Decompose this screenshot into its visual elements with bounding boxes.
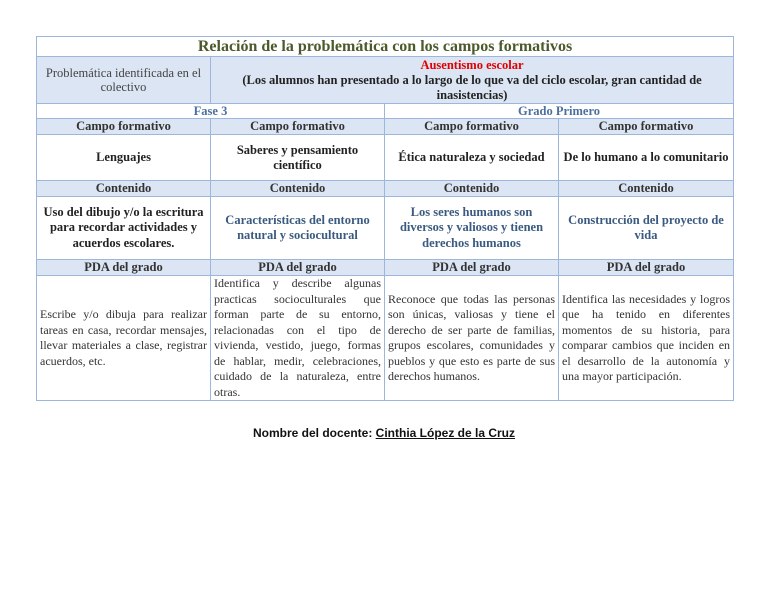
table-title: Relación de la problemática con los campos formativos: [37, 37, 734, 57]
contenido-header: Contenido: [211, 181, 385, 197]
campo-header: Campo formativo: [559, 119, 734, 135]
contenido-humano: Construcción del proyecto de vida: [559, 197, 734, 260]
campo-lenguajes: Lenguajes: [37, 135, 211, 181]
pda-header: PDA del grado: [37, 260, 211, 276]
campo-header: Campo formativo: [385, 119, 559, 135]
campo-header: Campo formativo: [211, 119, 385, 135]
contenido-etica: Los seres humanos son diversos y valiosos y tienen derechos humanos: [385, 197, 559, 260]
pda-lenguajes: Escribe y/o dibuja para realizar tareas en casa, recordar mensajes, llevar materiales a clase, registrar acuerdos, etc.: [37, 276, 211, 401]
contenido-saberes: Características del entorno natural y sociocultural: [211, 197, 385, 260]
contenido-header: Contenido: [559, 181, 734, 197]
campo-humano: De lo humano a lo comunitario: [559, 135, 734, 181]
pda-etica: Reconoce que todas las personas son únicas, valiosas y tiene el derecho de ser parte de familias, grupos escolares, comunidades y pueblos y que esto es parte de sus derechos humanos.: [385, 276, 559, 401]
campo-saberes: Saberes y pensamiento científico: [211, 135, 385, 181]
problem-label: Problemática identificada en el colectivo: [37, 57, 211, 104]
campo-header: Campo formativo: [37, 119, 211, 135]
fase-label: Fase 3: [37, 104, 385, 119]
docente-line: [0, 426, 768, 440]
pda-saberes: Identifica y describe algunas practicas socioculturales que forman parte de su entorno, relacionadas con el tipo de vivienda, vestido, juego, formas de hablar, medir, celebraciones, cuidado de la naturaleza, entre otras.: [211, 276, 385, 401]
problem-name: Ausentismo escolar: [420, 57, 524, 72]
contenido-lenguajes: Uso del dibujo y/o la escritura para recordar actividades y acuerdos escolares.: [37, 197, 211, 260]
docente-name: Cinthia López de la Cruz: [375, 426, 516, 440]
pda-header: PDA del grado: [211, 260, 385, 276]
contenido-header: Contenido: [37, 181, 211, 197]
pda-humano: Identifica las necesidades y logros que ha tenido en diferentes momentos de su historia, para comparar cambios que inciden en el desarrollo de la autonomía y una mayor participación.: [559, 276, 734, 401]
problem-cell: [211, 57, 734, 104]
grado-label: Grado Primero: [385, 104, 734, 119]
campo-etica: Ética naturaleza y sociedad: [385, 135, 559, 181]
docente-label: Nombre del docente:: [252, 426, 373, 440]
contenido-header: Contenido: [385, 181, 559, 197]
pda-header: PDA del grado: [559, 260, 734, 276]
pda-header: PDA del grado: [385, 260, 559, 276]
campos-formativos-table: [36, 36, 734, 401]
problem-description: (Los alumnos han presentado a lo largo de lo que va del ciclo escolar, gran cantidad de inasistencias): [242, 72, 702, 102]
